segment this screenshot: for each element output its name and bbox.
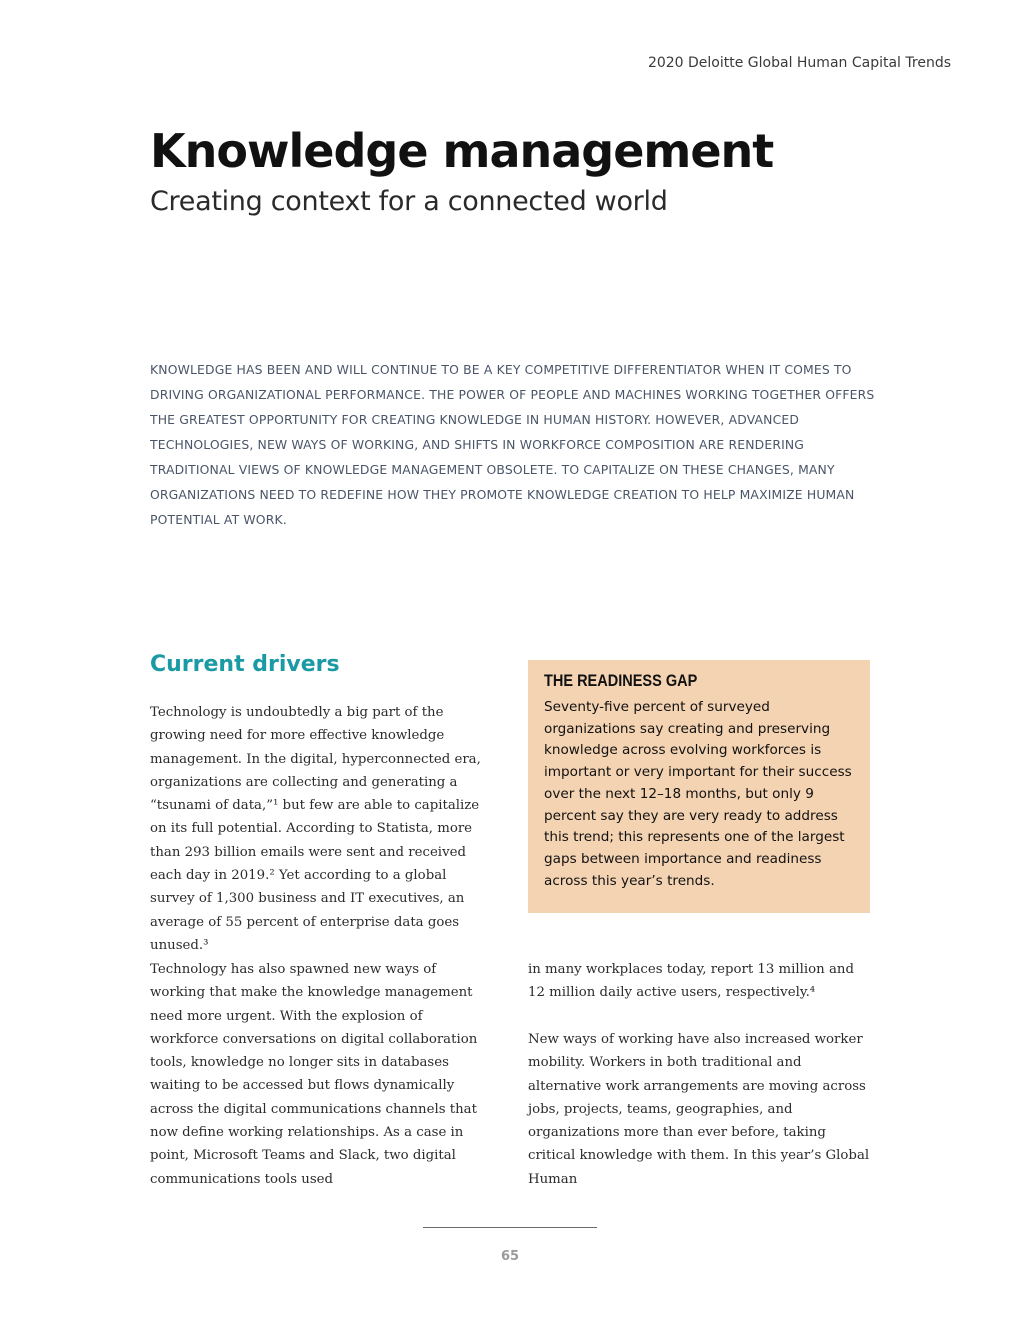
running-header: 2020 Deloitte Global Human Capital Trends	[647, 55, 951, 71]
body-paragraph: Technology has also spawned new ways of working that make the knowledge management need more urgent. With the explosion of workforce conversations on digital collaboration tools, knowledge no longer sits in databases waiting to be accessed but flows dynamically across the digital communications channels that now define working relationships. As a case in point, Microsoft Teams and Slack, two digital communications tools used	[150, 962, 478, 1187]
intro-paragraph: KNOWLEDGE HAS BEEN AND WILL CONTINUE TO BE A KEY COMPETITIVE DIFFERENTIATOR WHEN IT COMES TO DRIVING ORGANIZATIONAL PERFORMANCE. THE POWER OF PEOPLE AND MACHINES WORKING TOGETHER OFFERS THE GREATEST OPPORTUNITY FOR CREATING KNOWLEDGE IN HUMAN HISTORY. HOWEVER, ADVANCED TECHNOLOGIES, NEW WAYS OF WORKING, AND SHIFTS IN WORKFORCE COMPOSITION ARE RENDERING TRADITIONAL VIEWS OF KNOWLEDGE MANAGEMENT OBSOLETE. TO CAPITALIZE ON THESE CHANGES, MANY ORGANIZATIONS NEED TO REDEFINE HOW THEY PROMOTE KNOWLEDGE CREATION TO HELP MAXIMIZE HUMAN POTENTIAL AT WORK.	[150, 362, 875, 527]
body-paragraph: New ways of working have also increased worker mobility. Workers in both traditional and alternative work arrangements are moving across jobs, projects, teams, geographies, and organizations more than ever before, taking critical knowledge with them. In this year’s Global Human	[528, 1032, 870, 1187]
body-paragraph: Technology is undoubtedly a big part of the growing need for more effective knowledge management. In the digital, hyperconnected era, organizations are collecting and generating a “tsunami of data,”¹ but few are able to capitalize on its full potential. According to Statista, more than 293 billion emails were sent and received each day in 2019.² Yet according to a global survey of 1,300 business and IT executives, an average of 55 percent of enterprise data goes unused.³	[150, 705, 481, 953]
callout-body: Seventy-five percent of surveyed organizations say creating and preserving knowledge across evolving workforces is important or very important for their success over the next 12–18 months, but only 9 percent say they are very ready to address this trend; this represents one of the largest gaps between importance and readiness across this year’s trends.	[544, 699, 852, 889]
footer-divider	[423, 1227, 597, 1228]
body-paragraph: in many workplaces today, report 13 million and 12 million daily active users, respectively.⁴	[528, 962, 854, 1001]
callout-title: THE READINESS GAP	[544, 672, 698, 690]
page-number: 65	[500, 1249, 520, 1264]
page-subtitle: Creating context for a connected world	[150, 186, 668, 217]
page-title: Knowledge management	[150, 124, 774, 178]
readiness-gap-callout	[528, 660, 870, 913]
section-heading: Current drivers	[150, 652, 340, 677]
